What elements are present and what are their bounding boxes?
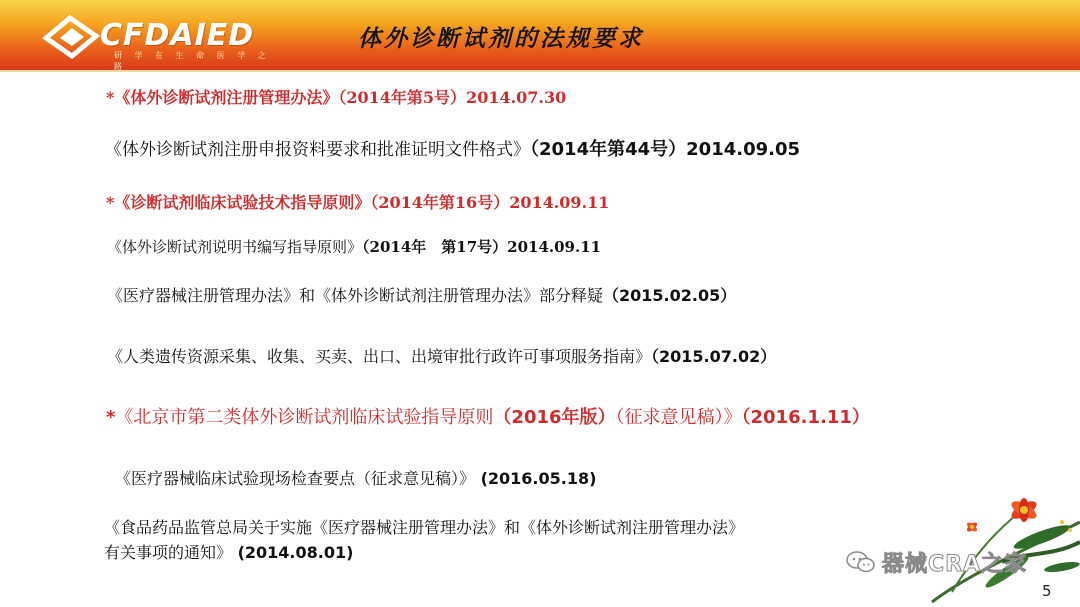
regulation-note: （2015.02.05） bbox=[603, 286, 737, 305]
regulation-note: (2016.05.18) bbox=[475, 469, 597, 488]
slide-title: 体外诊断试剂的法规要求 bbox=[358, 25, 644, 52]
logo-mark-icon bbox=[42, 14, 102, 60]
regulation-note: （2014年 第17号）2014.09.11 bbox=[362, 238, 602, 256]
regulation-note-edition: （2016年版） bbox=[493, 407, 616, 428]
regulation-note: （征求意见稿）》 bbox=[615, 407, 742, 428]
regulation-item-1 bbox=[106, 85, 566, 108]
regulation-item-9 bbox=[104, 515, 744, 538]
regulation-title: 《人类遗传资源采集、收集、买卖、出口、出境审批行政许可事项服务指南》 bbox=[107, 347, 652, 366]
regulation-title: 《食品药品监管总局关于实施《医疗器械注册管理办法》和《体外诊断试剂注册管理办法》 bbox=[104, 518, 745, 537]
wechat-watermark bbox=[846, 548, 1027, 576]
regulation-title: 《医疗器械临床试验现场检查要点（征求意见稿）》 bbox=[115, 469, 476, 488]
regulation-title: 《北京市第二类体外诊断试剂临床试验指导原则 bbox=[115, 407, 494, 428]
regulation-title: 《体外诊断试剂注册管理办法》 bbox=[114, 88, 339, 107]
cfdaied-logo bbox=[42, 14, 272, 71]
regulation-title: 有关事项的通知》 bbox=[104, 543, 233, 562]
regulation-title: 《诊断试剂临床试验技术指导原则》 bbox=[114, 193, 371, 212]
logo-subtext: 研 学 在 生 命 医 学 之 路 bbox=[114, 51, 271, 71]
star-mark: * bbox=[106, 88, 115, 107]
regulation-title: 《体外诊断试剂注册申报资料要求和批准证明文件格式》 bbox=[105, 140, 530, 160]
regulation-note: （2014年第44号）2014.09.05 bbox=[530, 139, 801, 160]
regulation-item-8 bbox=[115, 466, 596, 489]
star-mark: * bbox=[106, 407, 116, 428]
flower-decoration-icon bbox=[912, 482, 1080, 607]
regulation-item-9-continued bbox=[104, 540, 353, 563]
regulation-title: 《体外诊断试剂说明书编写指导原则》 bbox=[107, 238, 363, 256]
regulation-item-6 bbox=[107, 344, 776, 367]
regulation-note: （2014年第5号）2014.07.30 bbox=[338, 88, 567, 107]
star-mark: * bbox=[106, 193, 115, 212]
regulation-item-4 bbox=[107, 236, 601, 257]
regulation-date: （2016.1.11） bbox=[741, 407, 870, 428]
regulation-item-7 bbox=[106, 403, 870, 429]
regulation-title: 《医疗器械注册管理办法》和《体外诊断试剂注册管理办法》部分释疑 bbox=[107, 286, 604, 305]
regulation-item-2 bbox=[105, 135, 800, 161]
regulation-note: （2015.07.02） bbox=[651, 347, 777, 366]
regulation-item-5 bbox=[107, 283, 736, 306]
logo-text: CFDAIED bbox=[100, 18, 255, 53]
regulation-note: （2014年第16号）2014.09.11 bbox=[370, 193, 610, 212]
regulation-item-3 bbox=[106, 190, 609, 213]
regulation-note: (2014.08.01) bbox=[232, 543, 354, 562]
watermark-text: 器械CRA之家 bbox=[882, 551, 1028, 577]
wechat-icon bbox=[846, 550, 876, 574]
page-number: 5 bbox=[1042, 582, 1052, 600]
